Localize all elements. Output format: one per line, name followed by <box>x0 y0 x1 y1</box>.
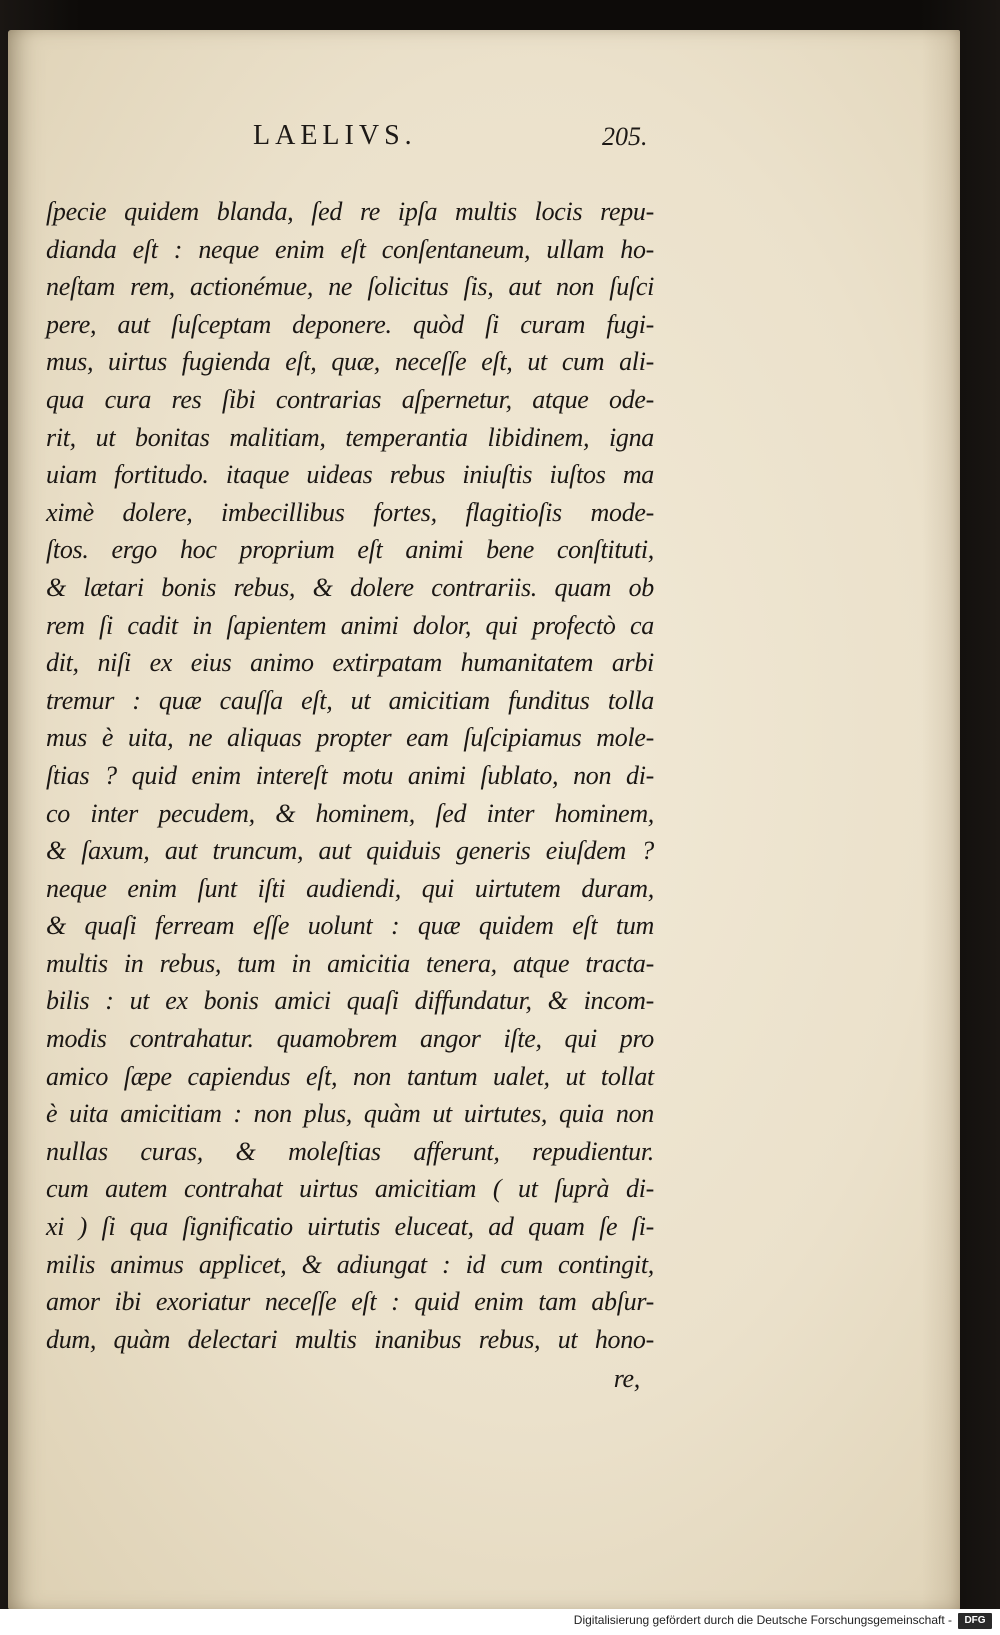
text-line: è uita amicitiam : non plus, quàm ut uirtutes, quia non <box>46 1099 654 1129</box>
dfg-logo: DFG <box>958 1613 992 1629</box>
page-number: 205. <box>602 122 648 151</box>
text-line: qua cura res ſibi contrarias aſpernetur, atque ode- <box>46 384 654 414</box>
text-line: amico ſæpe capiendus eſt, non tantum ualet, ut tollat <box>46 1061 654 1091</box>
text-line: rit, ut bonitas malitiam, temperantia libidinem, igna <box>46 422 654 452</box>
footer-bar <box>0 1609 1000 1635</box>
text-line: dianda eſt : neque enim eſt conſentaneum, ullam ho- <box>46 234 654 264</box>
page-edge-shadow <box>922 30 960 1610</box>
running-head <box>8 120 960 160</box>
text-line: rem ſi cadit in ſapientem animi dolor, qui profectò ca <box>46 610 654 640</box>
funding-credit: Digitalisierung gefördert durch die Deutsche Forschungsgemeinschaft - <box>573 1613 952 1627</box>
text-line: nullas curas, & moleſtias afferunt, repudientur. <box>46 1136 654 1166</box>
running-title: LAELIVS. <box>253 120 417 151</box>
text-line: modis contrahatur. quamobrem angor iſte, qui pro <box>46 1024 654 1054</box>
text-line: ſtos. ergo hoc proprium eſt animi bene conſtituti, <box>46 535 654 565</box>
text-line: multis in rebus, tum in amicitia tenera, atque tracta- <box>46 948 654 978</box>
text-line: xi ) ſi qua ſignificatio uirtutis eluceat, ad quam ſe ſi- <box>46 1212 654 1242</box>
catchword: re, <box>613 1364 640 1394</box>
text-line: cum autem contrahat uirtus amicitiam ( ut ſuprà di- <box>46 1174 654 1204</box>
text-line: dum, quàm delectari multis inanibus rebus, ut hono- <box>46 1324 654 1354</box>
text-line: neque enim ſunt iſti audiendi, qui uirtutem duram, <box>46 873 654 903</box>
text-line: mus è uita, ne aliquas propter eam ſuſcipiamus mole- <box>46 723 654 753</box>
text-line: co inter pecudem, & hominem, ſed inter hominem, <box>46 798 654 828</box>
text-line: neſtam rem, actionémue, ne ſolicitus ſis, aut non ſuſci <box>46 272 654 302</box>
text-line: mus, uirtus fugienda eſt, quæ, neceſſe eſt, ut cum ali- <box>46 347 654 377</box>
text-line: uiam fortitudo. itaque uideas rebus iniuſtis iuſtos ma <box>46 460 654 490</box>
text-line: & ſaxum, aut truncum, aut quiduis generis eiuſdem ? <box>46 836 654 866</box>
text-line: ximè dolere, imbecillibus fortes, flagitioſis mode- <box>46 497 654 527</box>
text-line: ſpecie quidem blanda, ſed re ipſa multis locis repu- <box>46 197 654 226</box>
text-line: pere, aut ſuſceptam deponere. quòd ſi curam fugi- <box>46 309 654 339</box>
text-line: milis animus applicet, & adiungat : id cum contingit, <box>46 1249 654 1279</box>
text-line: amor ibi exoriatur neceſſe eſt : quid enim tam abſur- <box>46 1287 654 1317</box>
text-line: & lætari bonis rebus, & dolere contrariis. quam ob <box>46 572 654 602</box>
text-line: tremur : quæ cauſſa eſt, ut amicitiam funditus tolla <box>46 685 654 715</box>
book-page <box>8 30 960 1610</box>
text-line: bilis : ut ex bonis amici quaſi diffundatur, & incom- <box>46 986 654 1016</box>
text-block <box>46 193 654 1398</box>
text-line: & quaſi ferream eſſe uolunt : quæ quidem eſt tum <box>46 911 654 941</box>
text-line: dit, niſi ex eius animo extirpatam humanitatem arbi <box>46 648 654 678</box>
text-line: ſtias ? quid enim intereſt motu animi ſublato, non di- <box>46 760 654 790</box>
